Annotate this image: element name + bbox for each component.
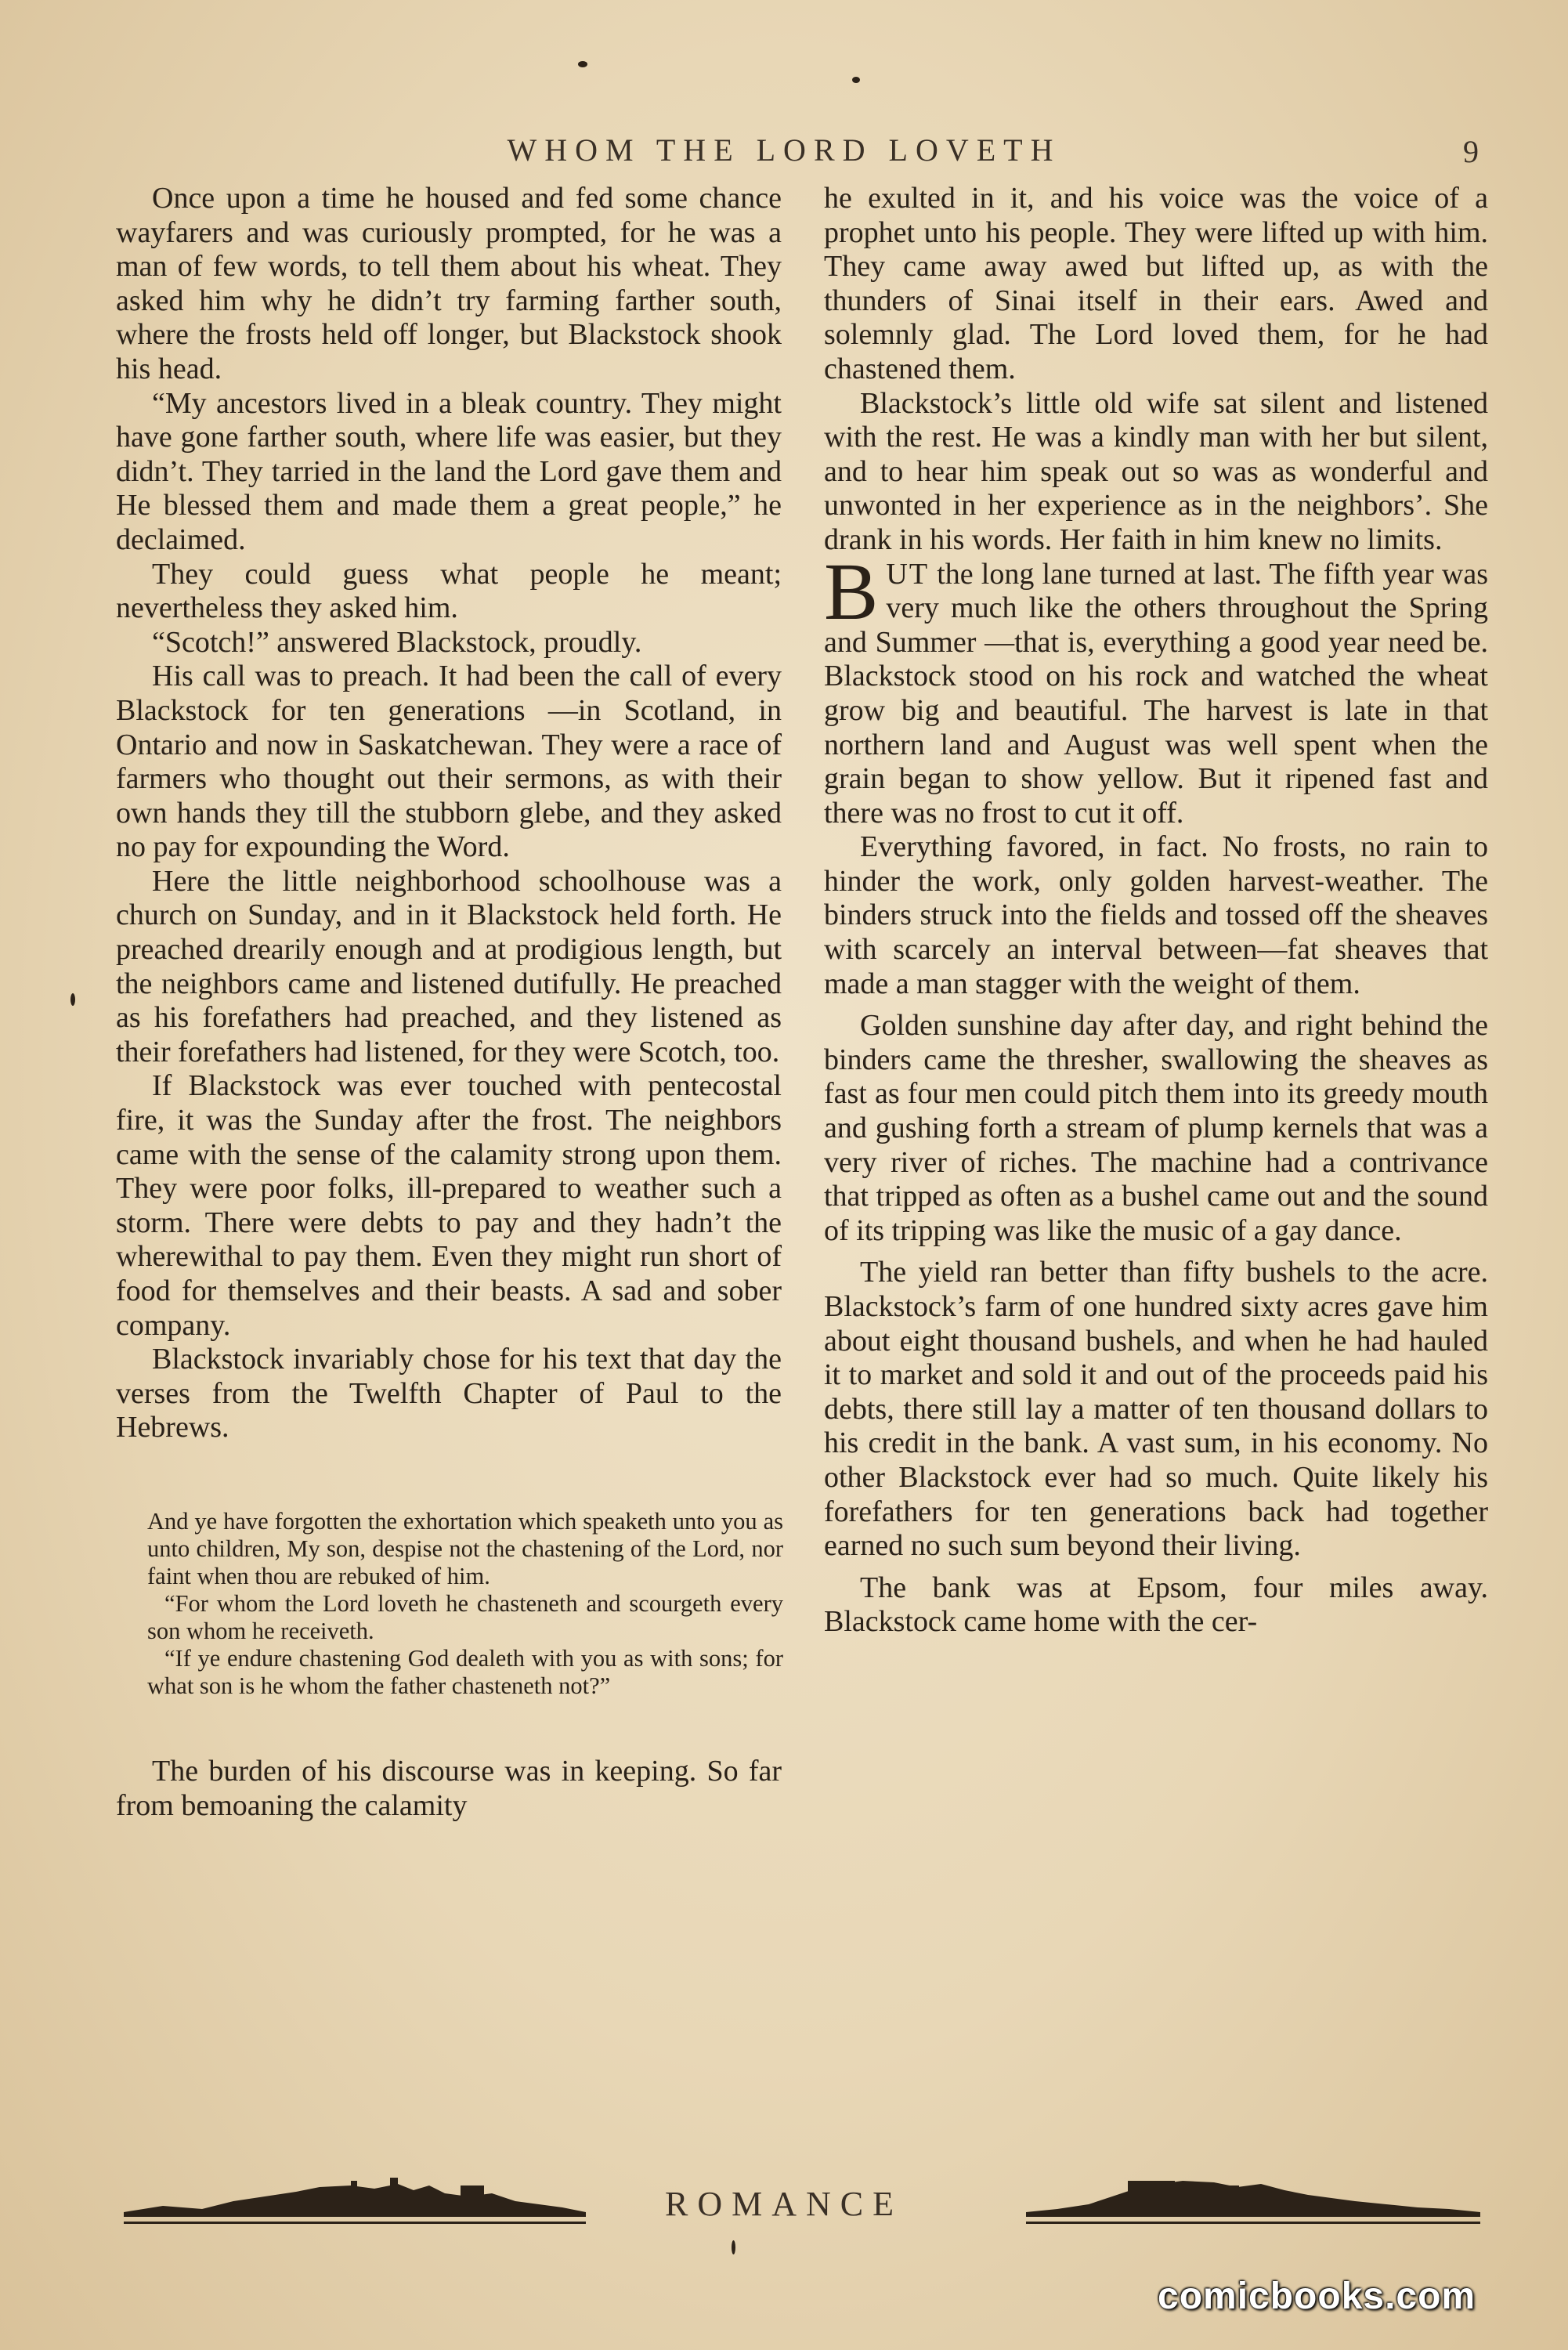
page-number: 9	[1463, 134, 1479, 169]
paragraph: If Blackstock was ever touched with pentecostal fire, it was the Sunday after the frost. The neighbors came with the sense of the calamity strong upon them. They were poor folks, ill-prepared to weather such a storm. There were debts to pay and they hadn’t the wherewithal to pay them. Even they might run short of food for themselves and their beasts. A sad and sober company.	[116, 1069, 782, 1342]
footer-ornament-right	[1026, 2178, 1488, 2232]
paragraph: he exulted in it, and his voice was the voice of a prophet unto his people. They were lifted up with him. They came away awed but lifted up, as with the thunders of Sinai itself in their ears. Awed and solemnly glad. The Lord loved them, for he had chastened them.	[824, 182, 1488, 385]
drop-cap: B	[824, 546, 879, 637]
paragraph: The burden of his discourse was in keeping. So far from bemoaning the calamity	[116, 1754, 782, 1822]
paragraph: The bank was at Epsom, four miles away. Blackstock came home with the cer-	[824, 1571, 1488, 1639]
paragraph-text: the long lane turned at last. The fifth year was very much like the others throughout the Spring and Summer —that is, everything a good year need be. Blackstock stood on his rock and watched the wheat grow big and beautiful. The harvest is late in that northern land and August was well spent when the grain began to show yellow. But it ripened fast and there was no frost to cut it off.	[824, 557, 1488, 830]
left-column	[116, 182, 782, 1823]
print-speck	[852, 77, 860, 83]
scripture-quote	[147, 1508, 783, 1700]
print-speck	[732, 2240, 735, 2254]
quote-line: “For whom the Lord loveth he chasteneth and scourgeth every son whom he receiveth.	[147, 1589, 783, 1644]
paragraph: Blackstock’s little old wife sat silent and listened with the rest. He was a kindly man with her but silent, and to hear him speak out so was as wonderful and unwonted in her experience as in the neighbors’. She drank in his words. Her faith in him knew no limits.	[824, 386, 1488, 556]
paragraph: Once upon a time he housed and fed some chance wayfarers and was curiously prompted, for he was a man of few words, to tell them about his wheat. They asked him why he didn’t try farming farther south, where the frosts held off longer, but Blackstock shook his head.	[116, 182, 782, 385]
paragraph: They could guess what people he meant; nevertheless they asked him.	[116, 557, 782, 625]
paragraph: Here the little neighborhood schoolhouse was a church on Sunday, and in it Blackstock held forth. He preached drearily enough and at prodigious length, but the neighbors came and listened dutifully. He preached as his forefathers had preached, and they listened as their forefathers had listened, for they were Scotch, too.	[116, 864, 782, 1068]
right-column	[824, 182, 1488, 1640]
section-start-paragraph	[824, 546, 1488, 831]
paragraph: “Scotch!” answered Blackstock, proudly.	[152, 625, 642, 659]
quote-line: “If ye endure chastening God dealeth with you as with sons; for what son is he whom the father chasteneth not?”	[147, 1644, 783, 1699]
paragraph: His call was to preach. It had been the call of every Blackstock for ten generations —in Scotland, in Ontario and now in Saskatchewan. They were a race of farmers who thought out their sermons, as with their own hands they till the stubborn glebe, and they asked no pay for expounding the Word.	[116, 660, 782, 864]
watermark-logo: comicbooks.com	[1158, 2276, 1476, 2317]
page-footer	[0, 2178, 1568, 2240]
paragraph: Blackstock invariably chose for his text that day the verses from the Twelfth Chapter of Paul to the Hebrews.	[116, 1343, 782, 1444]
footer-magazine-title: ROMANCE	[664, 2185, 904, 2223]
paragraph: The yield ran better than fifty bushels to the acre. Blackstock’s farm of one hundred sixty acres gave him about eight thousand bushels, and when he had hauled it to market and sold it and out of the proceeds paid his debts, there still lay a matter of ten thousand dollars to his credit in the bank. A vast sum, in his economy. No other Blackstock ever had so much. Quite likely his forefathers for ten generations back had together earned no such sum beyond their living.	[824, 1256, 1488, 1563]
paragraph: Golden sunshine day after day, and right behind the binders came the thresher, swallowing the sheaves as fast as four men could pitch them into its greedy mouth and gushing forth a stream of plump kernels that was a very river of riches. The machine had a contrivance that tripped as often as a bushel came out and the sound of its tripping was like the music of a gay dance.	[824, 1009, 1488, 1247]
paragraph: “My ancestors lived in a bleak country. They might have gone farther south, where life was easier, but they didn’t. They tarried in the land the Lord gave them and He blessed them and made them a great people,” he declaimed.	[116, 386, 782, 556]
print-speck	[70, 993, 75, 1006]
print-speck	[578, 61, 587, 67]
running-head: WHOM THE LORD LOVETH	[507, 132, 1061, 168]
small-caps-lead: UT	[886, 557, 930, 591]
quote-line: And ye have forgotten the exhortation which speaketh unto you as unto children, My son, despise not the chastening of the Lord, nor faint when thou are rebuked of him.	[147, 1507, 783, 1589]
paragraph: Everything favored, in fact. No frosts, no rain to hinder the work, only golden harvest-weather. The binders struck into the fields and tossed off the sheaves with scarcely an interval between—fat sheaves that made a man stagger with the weight of them.	[824, 830, 1488, 1000]
